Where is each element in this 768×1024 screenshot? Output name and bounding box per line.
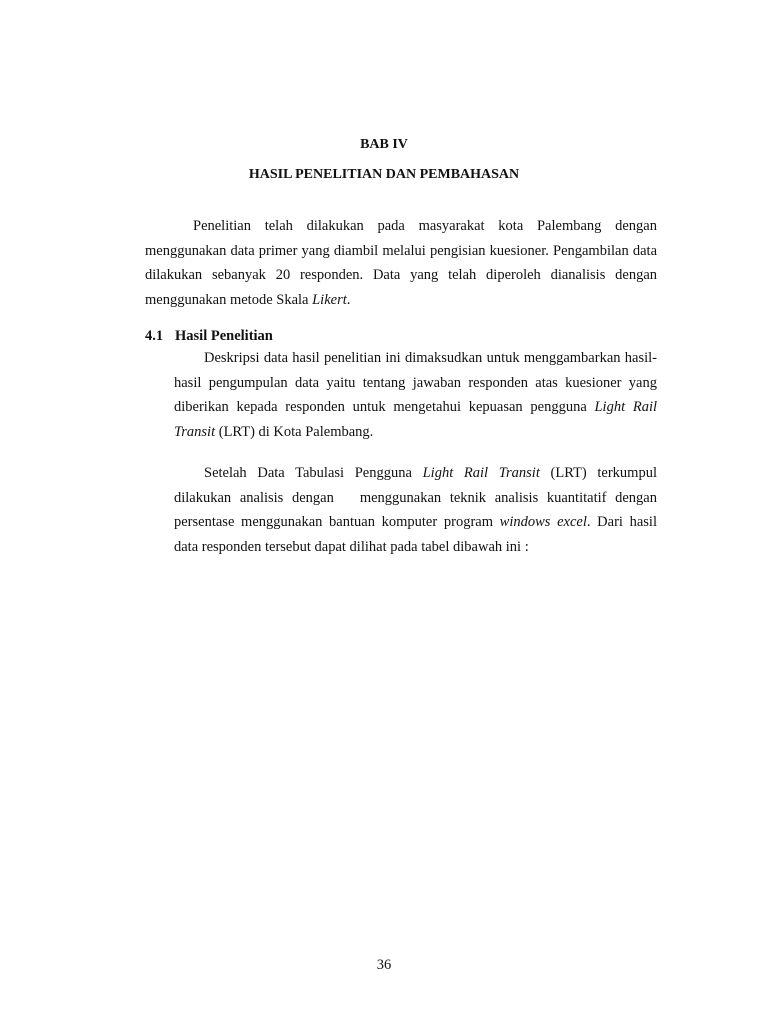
paragraph-2-term-1: Light Rail Transit <box>422 465 540 481</box>
section-paragraph-2 <box>174 461 657 559</box>
paragraph-2-text-1: Setelah Data Tabulasi Pengguna <box>204 465 423 481</box>
intro-text-end: . <box>346 291 351 308</box>
paragraph-2-term-2: windows excel <box>499 514 587 530</box>
intro-term-likert: Likert <box>312 291 347 308</box>
section-title: Hasil Penelitian <box>175 328 273 344</box>
section-heading <box>145 328 273 345</box>
section-paragraph-1 <box>174 346 657 444</box>
section-number: 4.1 <box>145 328 164 344</box>
paragraph-2-text-2: (LRT) terkumpul dilakukan analisis dengan menggunakan teknik analisis kuantitatif dengan persentase menggunakan bantuan komputer program <box>174 465 657 530</box>
page-number: 36 <box>376 957 392 973</box>
intro-paragraph <box>145 214 657 312</box>
paragraph-2-text-3: . Dari hasil data responden tersebut dapat dilihat pada tabel dibawah ini : <box>174 514 657 555</box>
intro-text: Penelitian telah dilakukan pada masyarakat kota Palembang dengan menggunakan data primer yang diambil melalui pengisian kuesioner. Pengambilan data dilakukan sebanyak 20 responden. Data yang telah diperoleh dianalisis dengan menggunakan metode Skala <box>145 218 657 308</box>
chapter-number: BAB IV <box>360 137 408 152</box>
paragraph-1-text-end: (LRT) di Kota Palembang. <box>215 423 374 440</box>
paragraph-1-term: Light Rail Transit <box>174 399 657 440</box>
chapter-title: HASIL PENELITIAN DAN PEMBAHASAN <box>248 167 520 182</box>
paragraph-1-text: Deskripsi data hasil penelitian ini dimaksudkan untuk menggambarkan hasil-hasil pengumpulan data yaitu tentang jawaban responden atas kuesioner yang diberikan kepada responden untuk mengetahui kepuasan pengguna <box>174 350 657 415</box>
